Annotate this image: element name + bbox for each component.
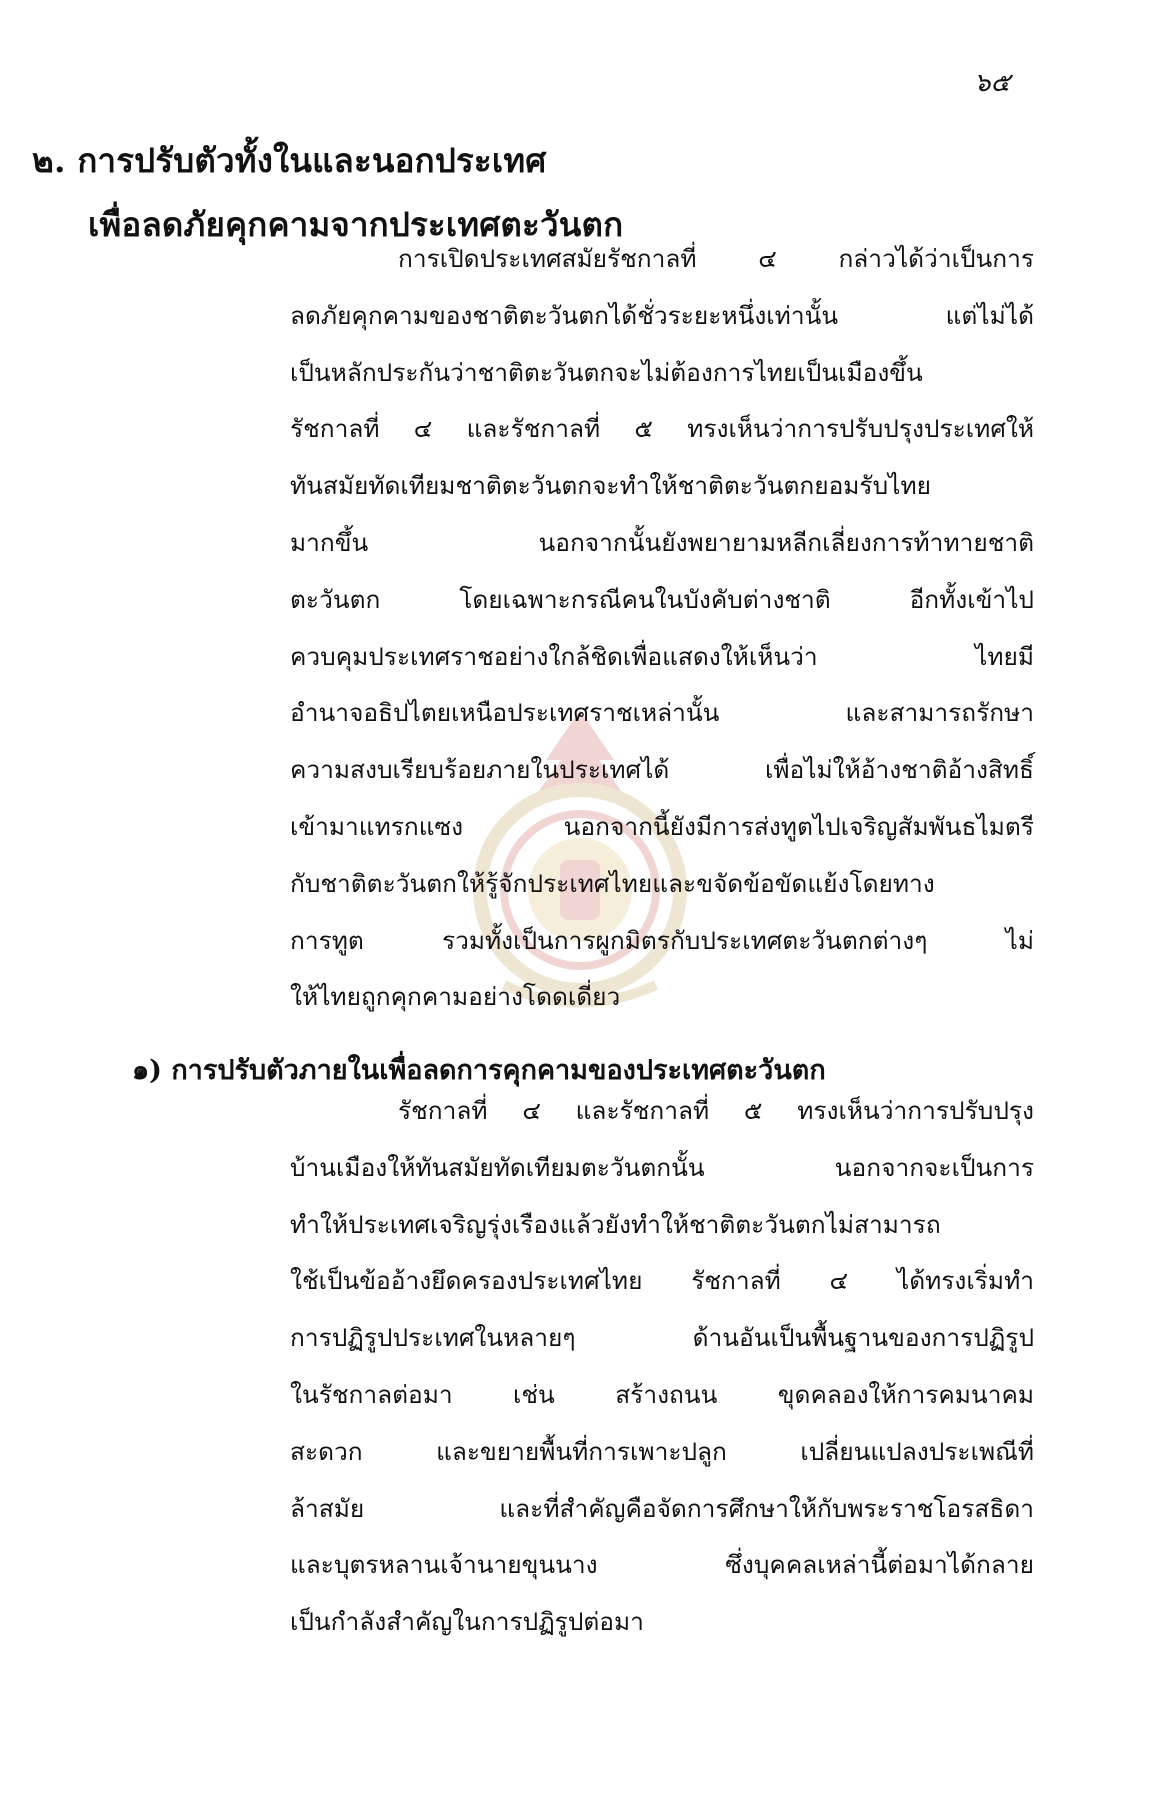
paragraph-line: รัชกาลที่ ๔ และรัชกาลที่ ๕ ทรงเห็นว่าการปรับปรุงประเทศให้ <box>290 414 1034 444</box>
paragraph-line: ใช้เป็นข้ออ้างยึดครองประเทศไทย รัชกาลที่ ๔ ได้ทรงเริ่มทำ <box>290 1266 1034 1296</box>
paragraph-line: เป็นหลักประกันว่าชาติตะวันตกจะไม่ต้องการไทยเป็นเมืองขึ้น <box>290 357 923 387</box>
paragraph-line: เป็นกำลังสำคัญในการปฏิรูปต่อมา <box>290 1607 644 1637</box>
section-heading-line1: ๒. การปรับตัวทั้งในและนอกประเทศ <box>32 141 547 180</box>
paragraph-line: บ้านเมืองให้ทันสมัยทัดเทียมตะวันตกนั้น นอกจากจะเป็นการ <box>290 1152 1034 1182</box>
paragraph-line: ทำให้ประเทศเจริญรุ่งเรืองแล้วยังทำให้ชาติตะวันตกไม่สามารถ <box>290 1209 941 1239</box>
page-number: ๖๕ <box>974 68 1011 98</box>
paragraph-line: การทูต รวมทั้งเป็นการผูกมิตรกับประเทศตะวันตกต่างๆ ไม่ <box>290 925 1034 955</box>
subsection-heading: ๑) การปรับตัวภายในเพื่อลดการคุกคามของประเทศตะวันตก <box>132 1055 826 1086</box>
ministry-seal-icon <box>464 700 696 1010</box>
paragraph-line: ทันสมัยทัดเทียมชาติตะวันตกจะทำให้ชาติตะวันตกยอมรับไทย <box>290 471 931 501</box>
paragraph-line: กับชาติตะวันตกให้รู้จักประเทศไทยและขจัดข้อขัดแย้งโดยทาง <box>290 868 935 898</box>
paragraph-line: และบุตรหลานเจ้านายขุนนาง ซึ่งบุคคลเหล่านี้ต่อมาได้กลาย <box>290 1550 1034 1580</box>
paragraph-line: ให้ไทยถูกคุกคามอย่างโดดเดี่ยว <box>290 982 621 1012</box>
paragraph-line: การเปิดประเทศสมัยรัชกาลที่ ๔ กล่าวได้ว่าเป็นการ <box>398 244 1034 273</box>
paragraph-line: ความสงบเรียบร้อยภายในประเทศได้ เพื่อไม่ให้อ้างชาติอ้างสิทธิ์ <box>290 755 1034 785</box>
paragraph-line: เข้ามาแทรกแซง นอกจากนี้ยังมีการส่งทูตไปเจริญสัมพันธไมตรี <box>290 812 1034 841</box>
paragraph-line: ลดภัยคุกคามของชาติตะวันตกได้ชั่วระยะหนึ่งเท่านั้น แต่ไม่ได้ <box>290 300 1034 330</box>
paragraph-line: สะดวก และขยายพื้นที่การเพาะปลูก เปลี่ยนแปลงประเพณีที่ <box>290 1436 1034 1466</box>
paragraph-line: ในรัชกาลต่อมา เช่น สร้างถนน ขุดคลองให้การคมนาคม <box>290 1380 1034 1409</box>
paragraph-line: รัชกาลที่ ๔ และรัชกาลที่ ๕ ทรงเห็นว่าการปรับปรุง <box>398 1096 1034 1125</box>
paragraph-line: ตะวันตก โดยเฉพาะกรณีคนในบังคับต่างชาติ อีกทั้งเข้าไป <box>290 584 1034 614</box>
section-heading-line2: เพื่อลดภัยคุกคามจากประเทศตะวันตก <box>88 205 624 244</box>
paragraph-line: มากขึ้น นอกจากนั้นยังพยายามหลีกเลี่ยงการท้าทายชาติ <box>290 528 1034 557</box>
paragraph-line: การปฏิรูปประเทศในหลายๆ ด้านอันเป็นพื้นฐานของการปฏิรูป <box>290 1323 1034 1353</box>
paragraph-line: ควบคุมประเทศราชอย่างใกล้ชิดเพื่อแสดงให้เห็นว่า ไทยมี <box>290 641 1034 671</box>
paragraph-line: ล้าสมัย และที่สำคัญคือจัดการศึกษาให้กับพระราชโอรสธิดา <box>290 1493 1034 1523</box>
paragraph-line: อำนาจอธิปไตยเหนือประเทศราชเหล่านั้น และสามารถรักษา <box>290 698 1034 728</box>
